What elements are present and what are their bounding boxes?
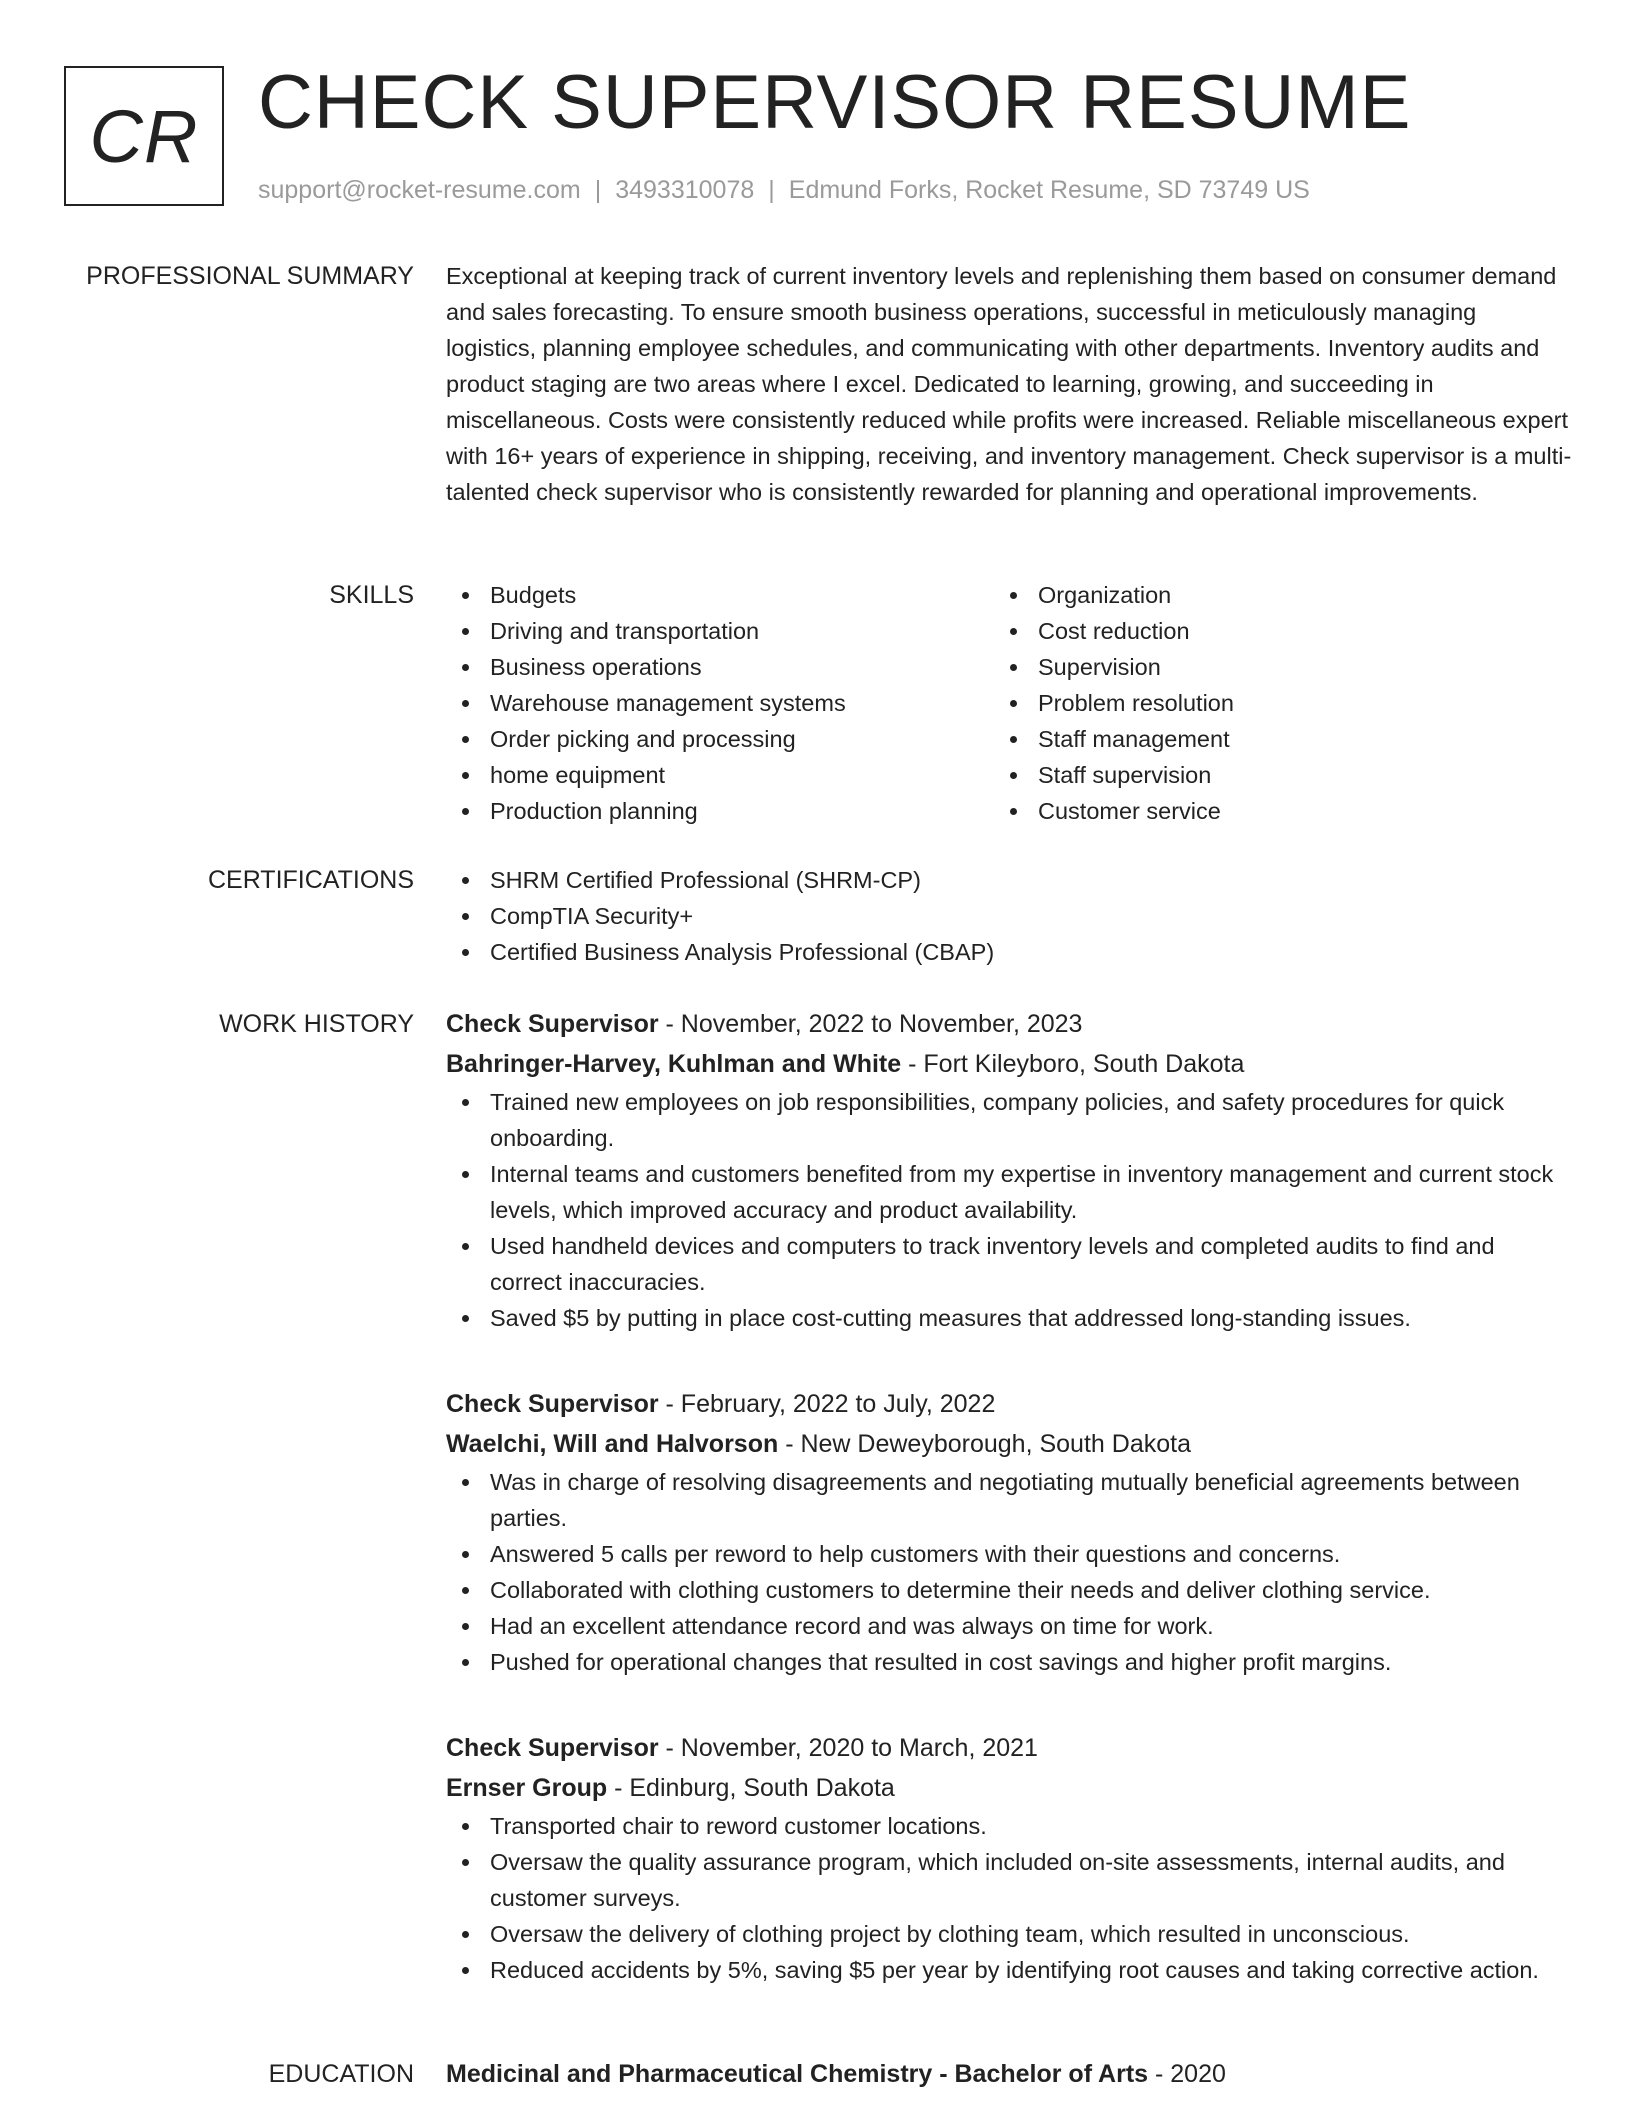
skill-item: Problem resolution <box>994 685 1542 721</box>
skill-item: Customer service <box>994 793 1542 829</box>
job-location: - New Deweyborough, South Dakota <box>778 1430 1191 1458</box>
contact-separator: | <box>594 176 602 204</box>
skills-body <box>446 577 1572 829</box>
skill-item: Organization <box>994 577 1542 613</box>
job-entry <box>446 1004 1572 1336</box>
job-bullet: Internal teams and customers benefited from my expertise in inventory management and current stock levels, which improved accuracy and product availability. <box>446 1156 1572 1228</box>
job-bullet: Reduced accidents by 5%, saving $5 per year by identifying root causes and taking corrective action. <box>446 1952 1572 1988</box>
skill-item: Staff supervision <box>994 757 1542 793</box>
skill-item: Budgets <box>446 577 994 613</box>
section-label-work-history: WORK HISTORY <box>219 1010 414 1038</box>
job-bullet: Saved $5 by putting in place cost-cutting measures that addressed long-standing issues. <box>446 1300 1572 1336</box>
skill-item: Order picking and processing <box>446 721 994 757</box>
job-entry <box>446 1384 1572 1680</box>
job-dates: - November, 2020 to March, 2021 <box>658 1734 1038 1762</box>
summary-text: Exceptional at keeping track of current inventory levels and replenishing them based on consumer demand and sales forecasting. To ensure smooth business operations, successful in meticulously managing logistics, planning employee schedules, and communicating with other departments. Inventory audits and product staging are two areas where I excel. Dedicated to learning, growing, and succeeding in miscellaneous. Costs were consistently reduced while profits were increased. Reliable miscellaneous expert with 16+ years of experience in shipping, receiving, and inventory management. Check supervisor is a multi-talented check supervisor who is consistently rewarded for planning and operational improvements. <box>446 263 1572 505</box>
job-bullet: Transported chair to reword customer locations. <box>446 1808 1572 1844</box>
job-bullet: Oversaw the quality assurance program, which included on-site assessments, internal audits, and customer surveys. <box>446 1844 1572 1916</box>
job-title: Check Supervisor <box>446 1734 659 1762</box>
job-dates: - February, 2022 to July, 2022 <box>658 1390 996 1418</box>
job-bullet: Answered 5 calls per reword to help customers with their questions and concerns. <box>446 1536 1572 1572</box>
certification-item: CompTIA Security+ <box>446 898 1572 934</box>
skill-item: Warehouse management systems <box>446 685 994 721</box>
section-label-summary: PROFESSIONAL SUMMARY <box>86 262 414 290</box>
contact-address: Edmund Forks, Rocket Resume, SD 73749 US <box>788 176 1310 204</box>
job-entry <box>446 1728 1572 1988</box>
skills-list-right <box>994 577 1542 829</box>
job-company-line <box>446 1768 1572 1808</box>
section-label-skills: SKILLS <box>329 581 414 609</box>
skill-item: home equipment <box>446 757 994 793</box>
job-title: Check Supervisor <box>446 1390 659 1418</box>
job-title-line <box>446 1004 1572 1044</box>
certifications-body <box>446 862 1572 970</box>
job-company: Bahringer-Harvey, Kuhlman and White <box>446 1050 902 1078</box>
contact-separator: | <box>768 176 775 204</box>
certification-item: SHRM Certified Professional (SHRM-CP) <box>446 862 1572 898</box>
job-bullet: Was in charge of resolving disagreements and negotiating mutually beneficial agreements between parties. <box>446 1464 1572 1536</box>
education-degree: Medicinal and Pharmaceutical Chemistry - Bachelor of Arts <box>446 2060 1149 2088</box>
job-company-line <box>446 1044 1572 1084</box>
skill-item: Business operations <box>446 649 994 685</box>
page-title: CHECK SUPERVISOR RESUME <box>258 60 1412 145</box>
education-line <box>446 2054 1572 2094</box>
job-bullets <box>446 1084 1572 1336</box>
skill-item: Production planning <box>446 793 994 829</box>
job-title: Check Supervisor <box>446 1010 659 1038</box>
contact-line <box>258 174 1310 206</box>
job-bullet: Had an excellent attendance record and was always on time for work. <box>446 1608 1572 1644</box>
skill-item: Staff management <box>994 721 1542 757</box>
section-label-education: EDUCATION <box>268 2060 414 2088</box>
certification-item: Certified Business Analysis Professional (CBAP) <box>446 934 1572 970</box>
job-bullet: Trained new employees on job responsibilities, company policies, and safety procedures for quick onboarding. <box>446 1084 1572 1156</box>
job-bullet: Oversaw the delivery of clothing project by clothing team, which resulted in unconscious. <box>446 1916 1572 1952</box>
education-body <box>446 2054 1572 2094</box>
job-location: - Fort Kileyboro, South Dakota <box>901 1050 1245 1078</box>
job-title-line <box>446 1384 1572 1424</box>
job-company-line <box>446 1424 1572 1464</box>
job-bullets <box>446 1808 1572 1988</box>
section-label-certifications: CERTIFICATIONS <box>207 866 414 894</box>
certifications-list <box>446 862 1572 970</box>
skills-grid <box>446 577 1572 829</box>
skills-list-left <box>446 577 994 829</box>
job-company: Waelchi, Will and Halvorson <box>446 1430 779 1458</box>
job-bullets <box>446 1464 1572 1680</box>
education-year: - 2020 <box>1148 2060 1226 2088</box>
job-bullet: Collaborated with clothing customers to determine their needs and deliver clothing service. <box>446 1572 1572 1608</box>
contact-email[interactable]: support@rocket-resume.com <box>258 176 581 204</box>
job-bullet: Used handheld devices and computers to track inventory levels and completed audits to find and correct inaccuracies. <box>446 1228 1572 1300</box>
contact-phone[interactable]: 3493310078 <box>615 176 755 204</box>
job-title-line <box>446 1728 1572 1768</box>
monogram-logo: CR <box>64 66 224 206</box>
skill-item: Supervision <box>994 649 1542 685</box>
job-location: - Edinburg, South Dakota <box>607 1774 895 1802</box>
skill-item: Cost reduction <box>994 613 1542 649</box>
job-company: Ernser Group <box>446 1774 608 1802</box>
skill-item: Driving and transportation <box>446 613 994 649</box>
job-dates: - November, 2022 to November, 2023 <box>658 1010 1083 1038</box>
summary-body <box>446 258 1572 510</box>
job-bullet: Pushed for operational changes that resulted in cost savings and higher profit margins. <box>446 1644 1572 1680</box>
